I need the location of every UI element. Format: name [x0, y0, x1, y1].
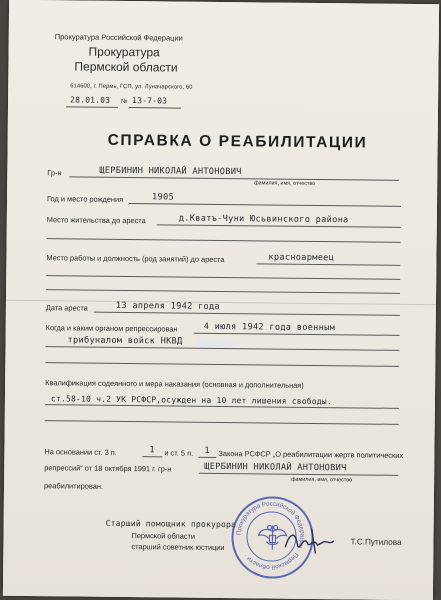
basis-p1-underline [142, 456, 162, 457]
arrest-label: Дата ареста [45, 303, 88, 313]
qualification-value: ст.58-10 ч.2 УК РСФСР,осужден на 10 лет лишения свободы. [50, 394, 332, 407]
work-underline [256, 263, 400, 266]
basis-text-b: и ст. 5 п. [164, 448, 194, 458]
work-label: Место работы и должность (род занятий) до ареста [46, 253, 225, 265]
person-caption: фамилия, имя, отчество [254, 180, 316, 187]
signer-title-line2: Пермской области [131, 531, 196, 541]
basis-p2-underline [198, 457, 216, 458]
basis-name: ЩЕРБИНИН НИКОЛАЙ АНТОНОВИЧ [204, 461, 347, 474]
number-sign: № [121, 98, 128, 106]
basis-text-d: репрессий“ от 18 октября 1991 г. гр-н [44, 463, 172, 474]
repressed-value-2: трибуналом войск НКВД [67, 335, 183, 347]
date-underline [66, 106, 118, 108]
repressed-value-1: 4 июля 1942 года военным [203, 321, 336, 334]
repressed-underline-3 [45, 362, 399, 367]
org-name-line2: Пермской области [74, 59, 178, 75]
signer-name: Т.С.Путилова [350, 537, 402, 547]
qualification-label: Квалификация содеянного и мера наказания (основная и дополнительная) [45, 378, 304, 390]
document-title: СПРАВКА О РЕАБИЛИТАЦИИ [107, 131, 368, 152]
residence-underline [157, 224, 401, 228]
signer-title-line1: Старший помощник прокурора [105, 518, 237, 530]
repressed-underline [194, 333, 400, 336]
person-name: ЩЕРБИНИН НИКОЛАЙ АНТОНОВИЧ [99, 165, 242, 178]
org-top-line: Прокуратура Российской Федерации [54, 32, 183, 43]
work-underline-3 [46, 289, 400, 294]
basis-text-a: На основании ст. 3 п. [44, 447, 117, 457]
residence-value: д.Кватъ-Чуни Юсьвинского района [178, 213, 349, 226]
work-value: красноармеец [268, 252, 335, 264]
handwritten-signature [281, 523, 343, 558]
arrest-underline [94, 312, 400, 316]
basis-name-underline [199, 473, 398, 476]
arrest-value: 13 апреля 1942 года [115, 300, 220, 312]
qualification-underline-2 [45, 420, 399, 425]
residence-underline-2 [47, 238, 401, 243]
number-underline [129, 107, 181, 109]
residence-label: Место жительства до ареста [46, 215, 146, 226]
org-address: 614600, г. Пермь, ГСП, ул. Луначарского, 60 [70, 83, 193, 91]
work-underline-2 [46, 275, 400, 280]
redaction-mark [195, 339, 237, 348]
document-date: 28.01.03 [70, 95, 111, 105]
signer-title-line3: старший советник юстиции [131, 542, 225, 553]
repressed-label: Когда и каким органом репрессирован [45, 323, 178, 334]
basis-text-c: Закона РСФСР „О реабилитации жертв политических [218, 448, 404, 460]
org-name-line1: Прокуратура [88, 44, 160, 60]
basis-article3-point: 1 [149, 445, 155, 456]
basis-name-caption: фамилия, имя, отчество [291, 476, 353, 484]
person-prefix: Гр-н [47, 168, 62, 178]
document-page [3, 0, 439, 600]
birth-underline [129, 203, 401, 207]
basis-text-e: реабилитирован. [43, 481, 104, 491]
birth-value: 1905 [152, 192, 175, 203]
birth-label: Год и место рождения [47, 194, 124, 204]
basis-article5-point: 1 [204, 445, 210, 456]
svg-text:Прокуратура Российской Федерац: Прокуратура Российской Федерации · Пермской области · [235, 500, 306, 571]
document-number: 13-7-03 [132, 96, 168, 106]
